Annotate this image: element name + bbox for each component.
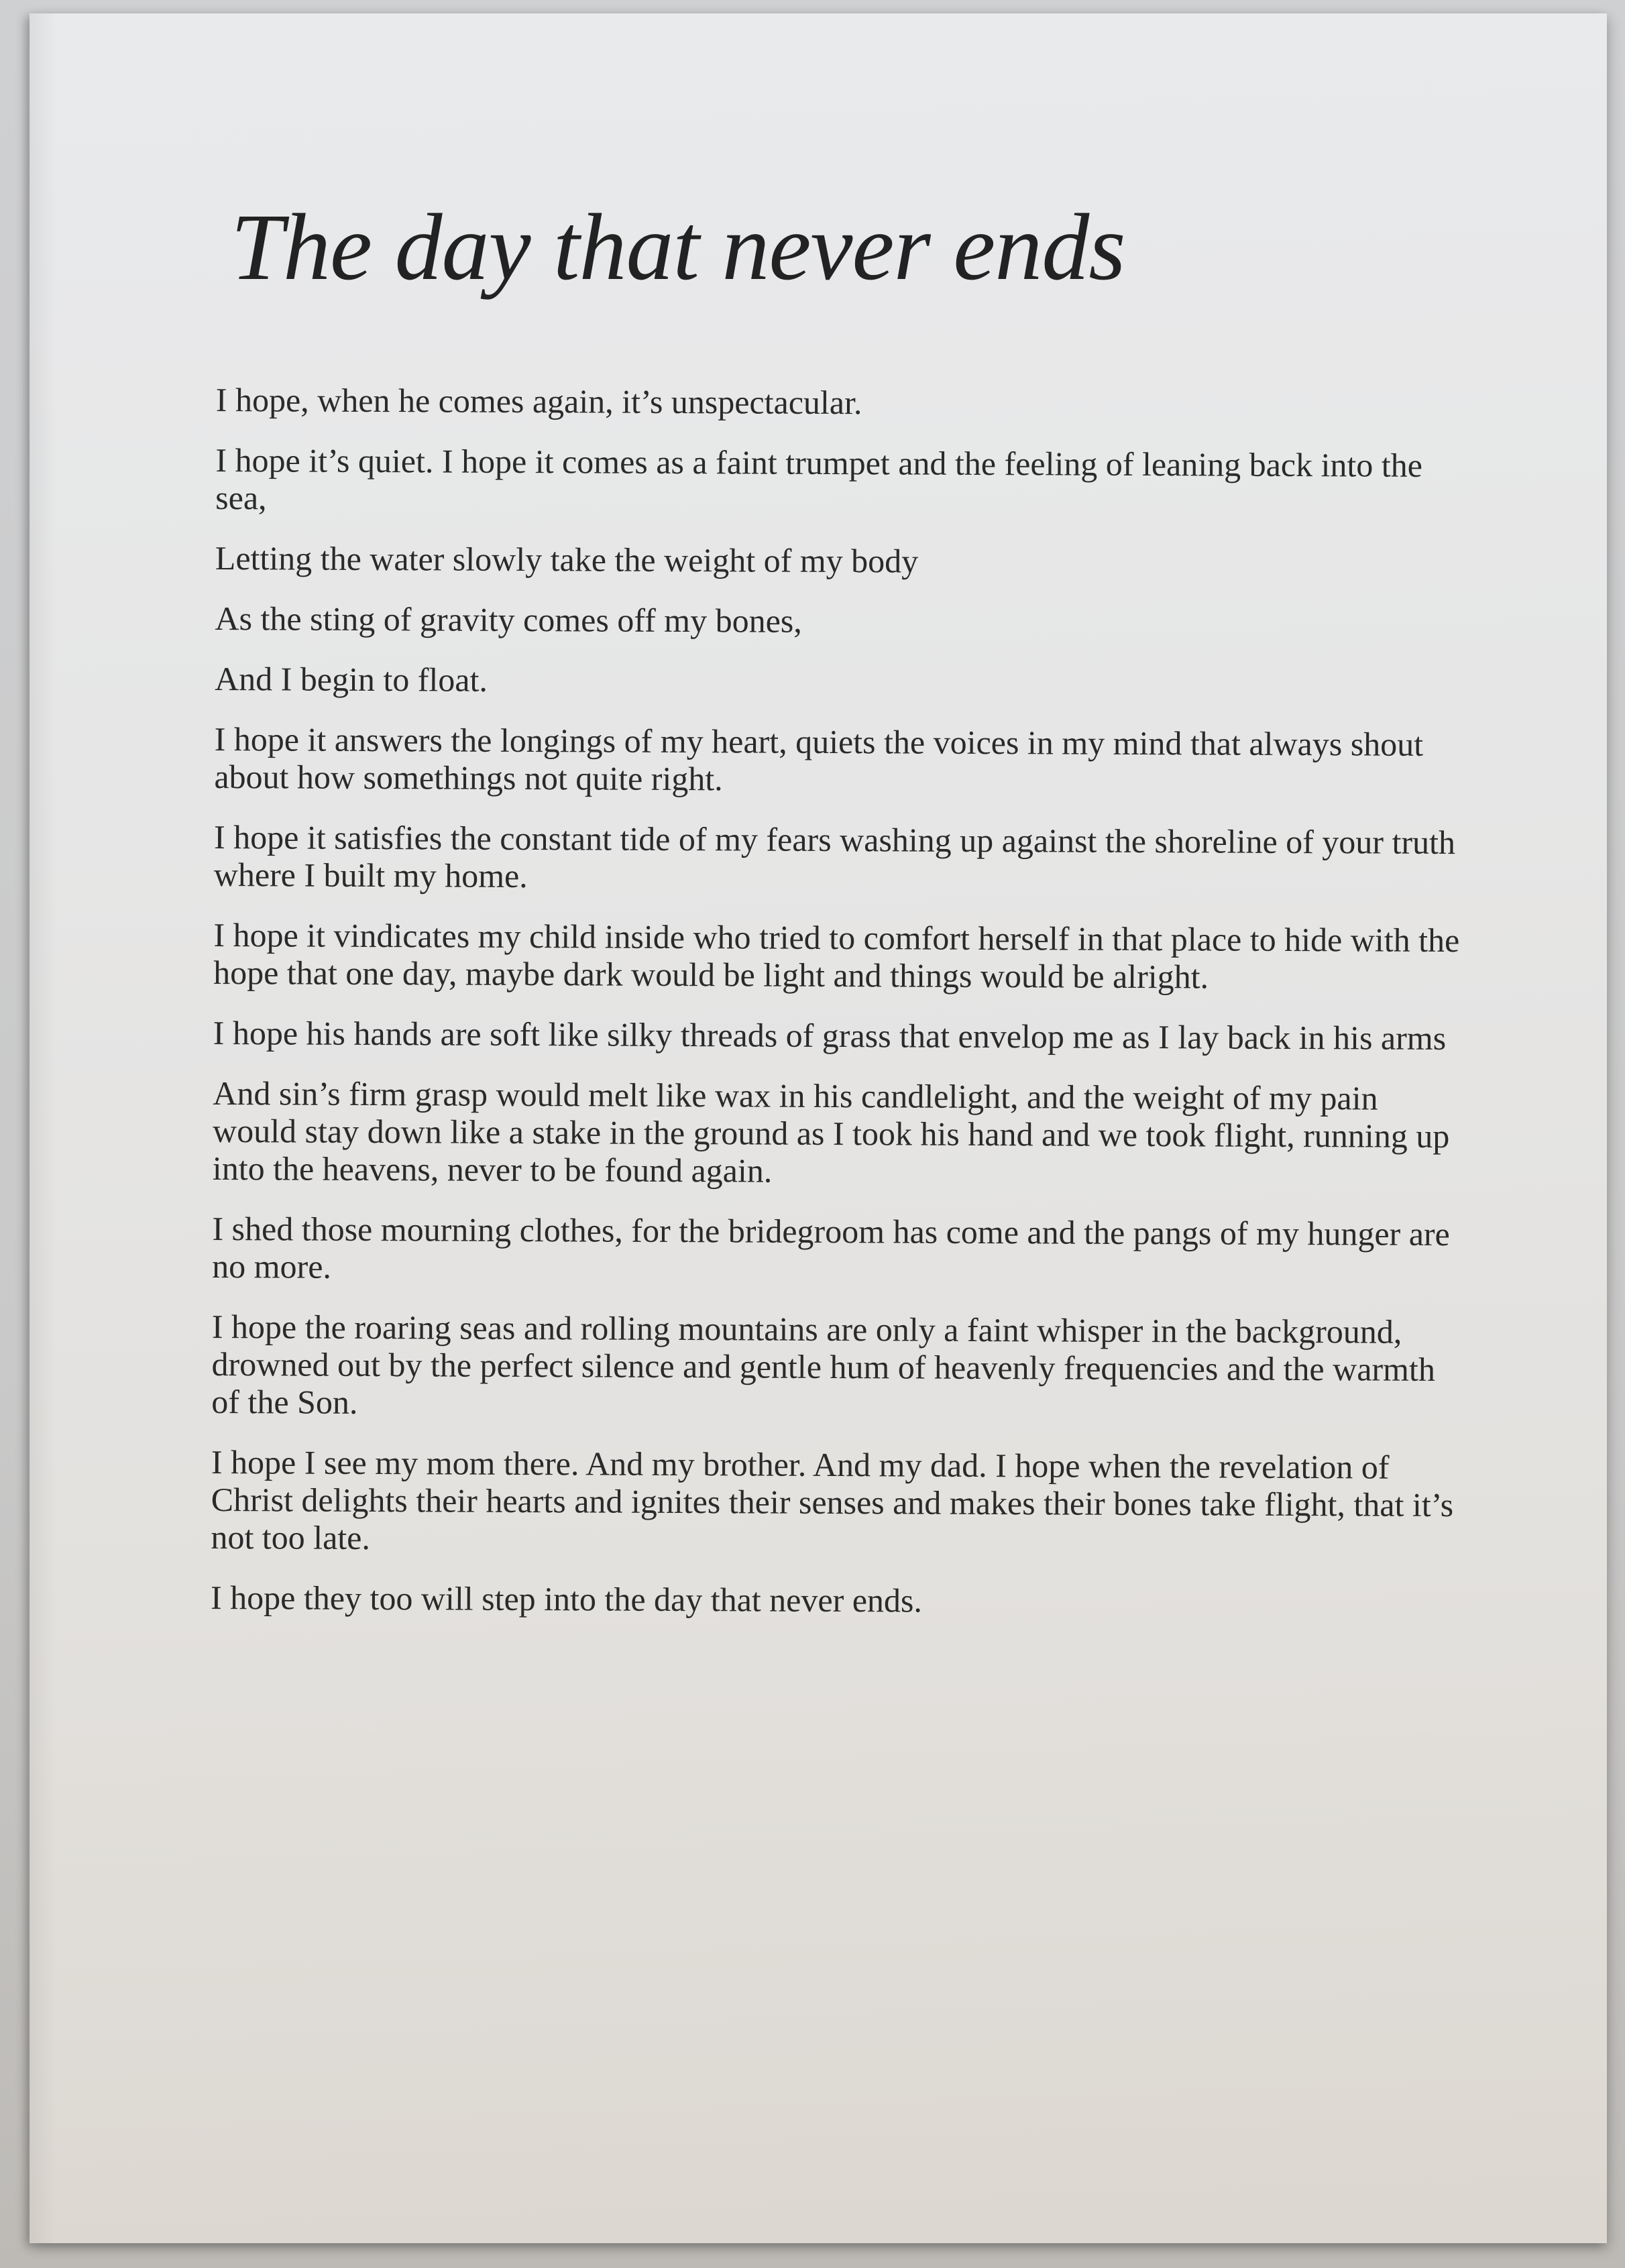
poem-stanza: And sin’s firm grasp would melt like wax in his candlelight, and the weight of my pain would stay down like a stake in the ground as I took his hand and we took flight, running up into the heavens, never to be found again.	[212, 1074, 1450, 1190]
poem-stanza: I shed those mourning clothes, for the bridegroom has come and the pangs of my hunger are no more.	[212, 1209, 1450, 1286]
poem-stanza: And I begin to float.	[214, 659, 488, 699]
poem-stanza: I hope the roaring seas and rolling mountains are only a faint whisper in the background, drowned out by the perfect silence and gentle hum of heavenly frequencies and the warmth of the Son.	[211, 1307, 1436, 1421]
poem-stanza: As the sting of gravity comes off my bones,	[215, 599, 802, 640]
poem-title: The day that never ends	[231, 194, 1125, 300]
poem-poster	[30, 13, 1607, 2243]
poem-stanza: I hope it’s quiet. I hope it comes as a faint trumpet and the feeling of leaning back into the sea,	[215, 441, 1423, 517]
poem-stanza: I hope it vindicates my child inside who tried to comfort herself in that place to hide with the hope that one day, maybe dark would be light and things would be alright.	[213, 915, 1460, 996]
poem-stanza: I hope it answers the longings of my heart, quiets the voices in my mind that always shout about how somethings not quite right.	[214, 720, 1424, 798]
poem-stanza: I hope his hands are soft like silky threads of grass that envelop me as I lay back in his arms	[213, 1013, 1447, 1058]
poem-body	[211, 381, 1463, 1644]
poem-stanza: I hope it satisfies the constant tide of my fears washing up against the shoreline of your truth where I built my home.	[213, 817, 1456, 895]
poem-stanza: I hope they too will step into the day that never ends.	[210, 1578, 923, 1620]
poem-stanza: I hope, when he comes again, it’s unspectacular.	[215, 381, 862, 422]
poem-stanza: I hope I see my mom there. And my brother. And my dad. I hope when the revelation of Christ delights their hearts and ignites their senses and makes their bones take flight, that it’s not too late.	[211, 1442, 1454, 1557]
poem-stanza: Letting the water slowly take the weight of my body	[215, 538, 919, 580]
